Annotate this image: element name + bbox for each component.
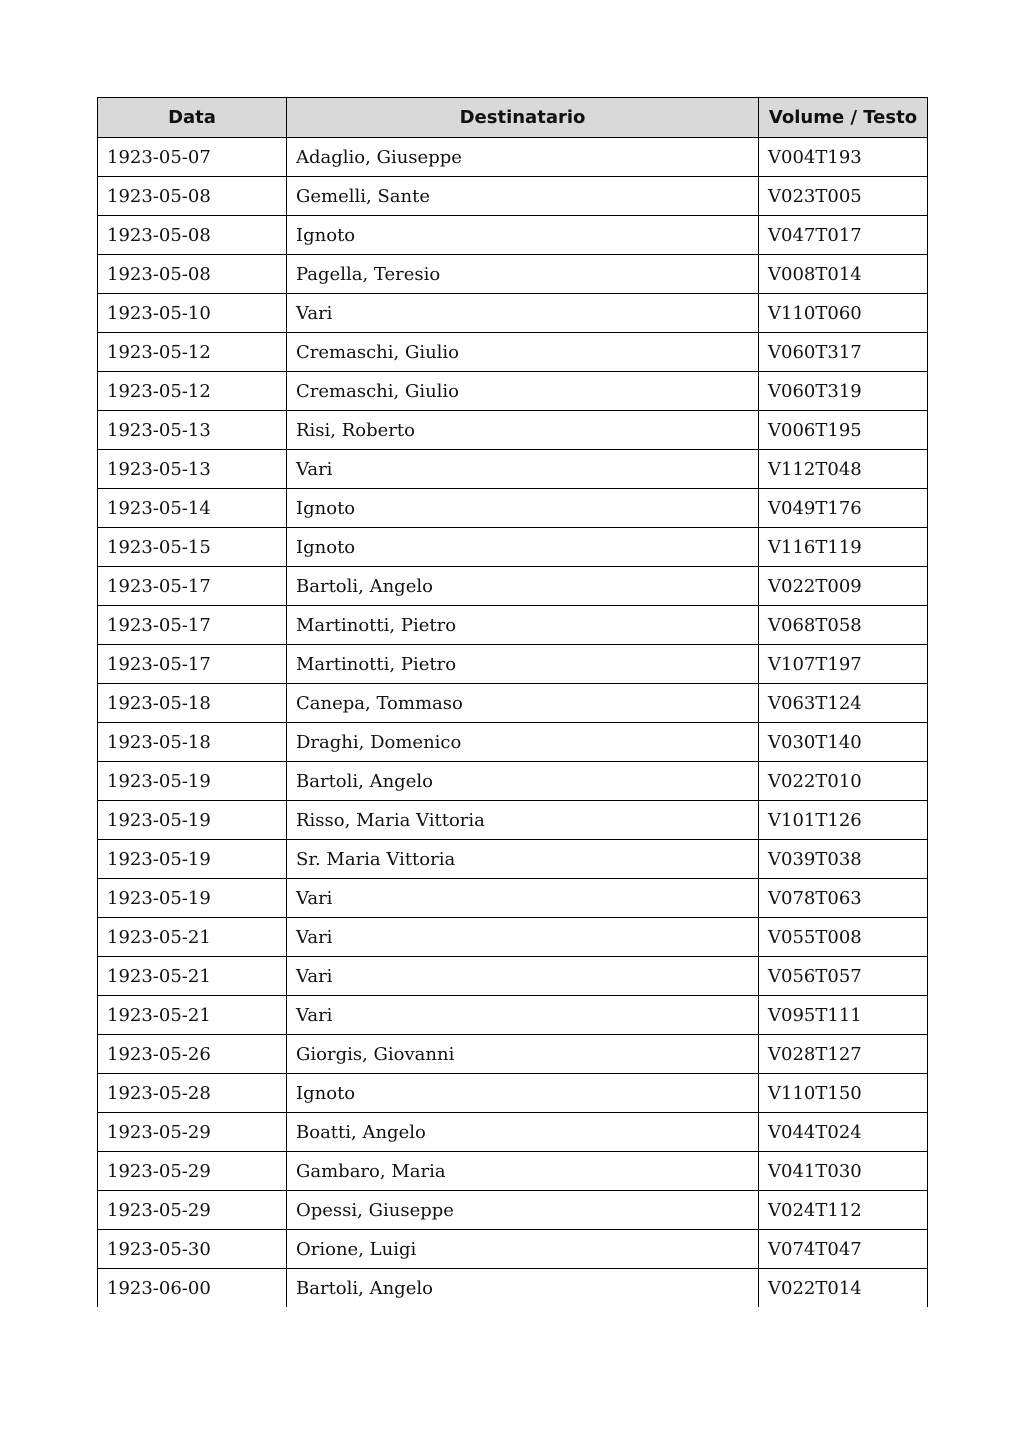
cell-date: 1923-05-17 [98, 645, 287, 684]
cell-destinatario: Vari [287, 879, 759, 918]
cell-volume-testo: V055T008 [759, 918, 928, 957]
cell-volume-testo: V110T150 [759, 1074, 928, 1113]
table-row [98, 723, 928, 762]
cell-destinatario: Gemelli, Sante [287, 177, 759, 216]
cell-destinatario: Orione, Luigi [287, 1230, 759, 1269]
cell-destinatario: Vari [287, 918, 759, 957]
cell-date: 1923-05-29 [98, 1113, 287, 1152]
cell-destinatario: Giorgis, Giovanni [287, 1035, 759, 1074]
cell-volume-testo: V074T047 [759, 1230, 928, 1269]
cell-date: 1923-05-17 [98, 606, 287, 645]
table-row [98, 801, 928, 840]
table-row [98, 372, 928, 411]
cell-destinatario: Vari [287, 957, 759, 996]
table-row [98, 606, 928, 645]
cell-destinatario: Vari [287, 294, 759, 333]
cell-volume-testo: V060T319 [759, 372, 928, 411]
cell-date: 1923-06-00 [98, 1269, 287, 1308]
table-row [98, 918, 928, 957]
cell-volume-testo: V049T176 [759, 489, 928, 528]
cell-volume-testo: V116T119 [759, 528, 928, 567]
cell-destinatario: Bartoli, Angelo [287, 567, 759, 606]
cell-volume-testo: V060T317 [759, 333, 928, 372]
table-header-row [98, 98, 928, 138]
cell-volume-testo: V041T030 [759, 1152, 928, 1191]
cell-date: 1923-05-18 [98, 684, 287, 723]
table-row [98, 138, 928, 177]
table-row [98, 840, 928, 879]
cell-destinatario: Bartoli, Angelo [287, 1269, 759, 1308]
cell-destinatario: Canepa, Tommaso [287, 684, 759, 723]
cell-destinatario: Martinotti, Pietro [287, 645, 759, 684]
cell-date: 1923-05-14 [98, 489, 287, 528]
cell-destinatario: Ignoto [287, 528, 759, 567]
cell-destinatario: Opessi, Giuseppe [287, 1191, 759, 1230]
cell-destinatario: Pagella, Teresio [287, 255, 759, 294]
cell-volume-testo: V068T058 [759, 606, 928, 645]
cell-date: 1923-05-08 [98, 255, 287, 294]
table-body [98, 138, 928, 1308]
cell-destinatario: Gambaro, Maria [287, 1152, 759, 1191]
cell-date: 1923-05-17 [98, 567, 287, 606]
cell-destinatario: Ignoto [287, 489, 759, 528]
cell-destinatario: Sr. Maria Vittoria [287, 840, 759, 879]
cell-volume-testo: V112T048 [759, 450, 928, 489]
cell-volume-testo: V095T111 [759, 996, 928, 1035]
cell-volume-testo: V004T193 [759, 138, 928, 177]
cell-date: 1923-05-18 [98, 723, 287, 762]
table-row [98, 411, 928, 450]
table-row [98, 450, 928, 489]
cell-volume-testo: V107T197 [759, 645, 928, 684]
cell-date: 1923-05-15 [98, 528, 287, 567]
cell-date: 1923-05-08 [98, 177, 287, 216]
cell-destinatario: Draghi, Domenico [287, 723, 759, 762]
table-row [98, 216, 928, 255]
cell-volume-testo: V056T057 [759, 957, 928, 996]
table-row [98, 1152, 928, 1191]
cell-date: 1923-05-28 [98, 1074, 287, 1113]
table-row [98, 255, 928, 294]
cell-volume-testo: V110T060 [759, 294, 928, 333]
table-row [98, 1191, 928, 1230]
cell-date: 1923-05-29 [98, 1191, 287, 1230]
cell-date: 1923-05-12 [98, 372, 287, 411]
document-page [97, 97, 927, 1307]
cell-destinatario: Ignoto [287, 216, 759, 255]
cell-date: 1923-05-07 [98, 138, 287, 177]
cell-date: 1923-05-19 [98, 801, 287, 840]
cell-destinatario: Boatti, Angelo [287, 1113, 759, 1152]
cell-volume-testo: V008T014 [759, 255, 928, 294]
cell-date: 1923-05-13 [98, 450, 287, 489]
table-row [98, 762, 928, 801]
cell-destinatario: Cremaschi, Giulio [287, 372, 759, 411]
table-row [98, 1230, 928, 1269]
cell-destinatario: Adaglio, Giuseppe [287, 138, 759, 177]
cell-volume-testo: V039T038 [759, 840, 928, 879]
table-row [98, 333, 928, 372]
cell-date: 1923-05-13 [98, 411, 287, 450]
header-destinatario: Destinatario [287, 98, 759, 138]
cell-date: 1923-05-30 [98, 1230, 287, 1269]
table-row [98, 528, 928, 567]
cell-date: 1923-05-21 [98, 918, 287, 957]
cell-volume-testo: V022T014 [759, 1269, 928, 1308]
cell-volume-testo: V101T126 [759, 801, 928, 840]
cell-date: 1923-05-21 [98, 996, 287, 1035]
cell-date: 1923-05-26 [98, 1035, 287, 1074]
table-row [98, 957, 928, 996]
cell-volume-testo: V044T024 [759, 1113, 928, 1152]
table-row [98, 996, 928, 1035]
table-row [98, 684, 928, 723]
table-row [98, 1035, 928, 1074]
table-row [98, 1269, 928, 1308]
cell-date: 1923-05-19 [98, 879, 287, 918]
table-row [98, 177, 928, 216]
cell-date: 1923-05-08 [98, 216, 287, 255]
cell-destinatario: Bartoli, Angelo [287, 762, 759, 801]
cell-volume-testo: V078T063 [759, 879, 928, 918]
table-row [98, 879, 928, 918]
table-row [98, 294, 928, 333]
cell-volume-testo: V023T005 [759, 177, 928, 216]
cell-destinatario: Ignoto [287, 1074, 759, 1113]
cell-destinatario: Martinotti, Pietro [287, 606, 759, 645]
cell-volume-testo: V006T195 [759, 411, 928, 450]
cell-destinatario: Vari [287, 450, 759, 489]
cell-volume-testo: V022T009 [759, 567, 928, 606]
header-data: Data [98, 98, 287, 138]
cell-volume-testo: V024T112 [759, 1191, 928, 1230]
cell-destinatario: Risi, Roberto [287, 411, 759, 450]
cell-volume-testo: V030T140 [759, 723, 928, 762]
cell-destinatario: Vari [287, 996, 759, 1035]
cell-destinatario: Risso, Maria Vittoria [287, 801, 759, 840]
header-volume-testo: Volume / Testo [759, 98, 928, 138]
cell-date: 1923-05-10 [98, 294, 287, 333]
letters-table [97, 97, 928, 1307]
cell-date: 1923-05-19 [98, 762, 287, 801]
cell-date: 1923-05-21 [98, 957, 287, 996]
table-row [98, 489, 928, 528]
table-row [98, 1113, 928, 1152]
table-row [98, 1074, 928, 1113]
cell-volume-testo: V063T124 [759, 684, 928, 723]
table-row [98, 567, 928, 606]
cell-date: 1923-05-29 [98, 1152, 287, 1191]
cell-date: 1923-05-12 [98, 333, 287, 372]
cell-volume-testo: V047T017 [759, 216, 928, 255]
cell-destinatario: Cremaschi, Giulio [287, 333, 759, 372]
table-row [98, 645, 928, 684]
cell-date: 1923-05-19 [98, 840, 287, 879]
cell-volume-testo: V022T010 [759, 762, 928, 801]
cell-volume-testo: V028T127 [759, 1035, 928, 1074]
